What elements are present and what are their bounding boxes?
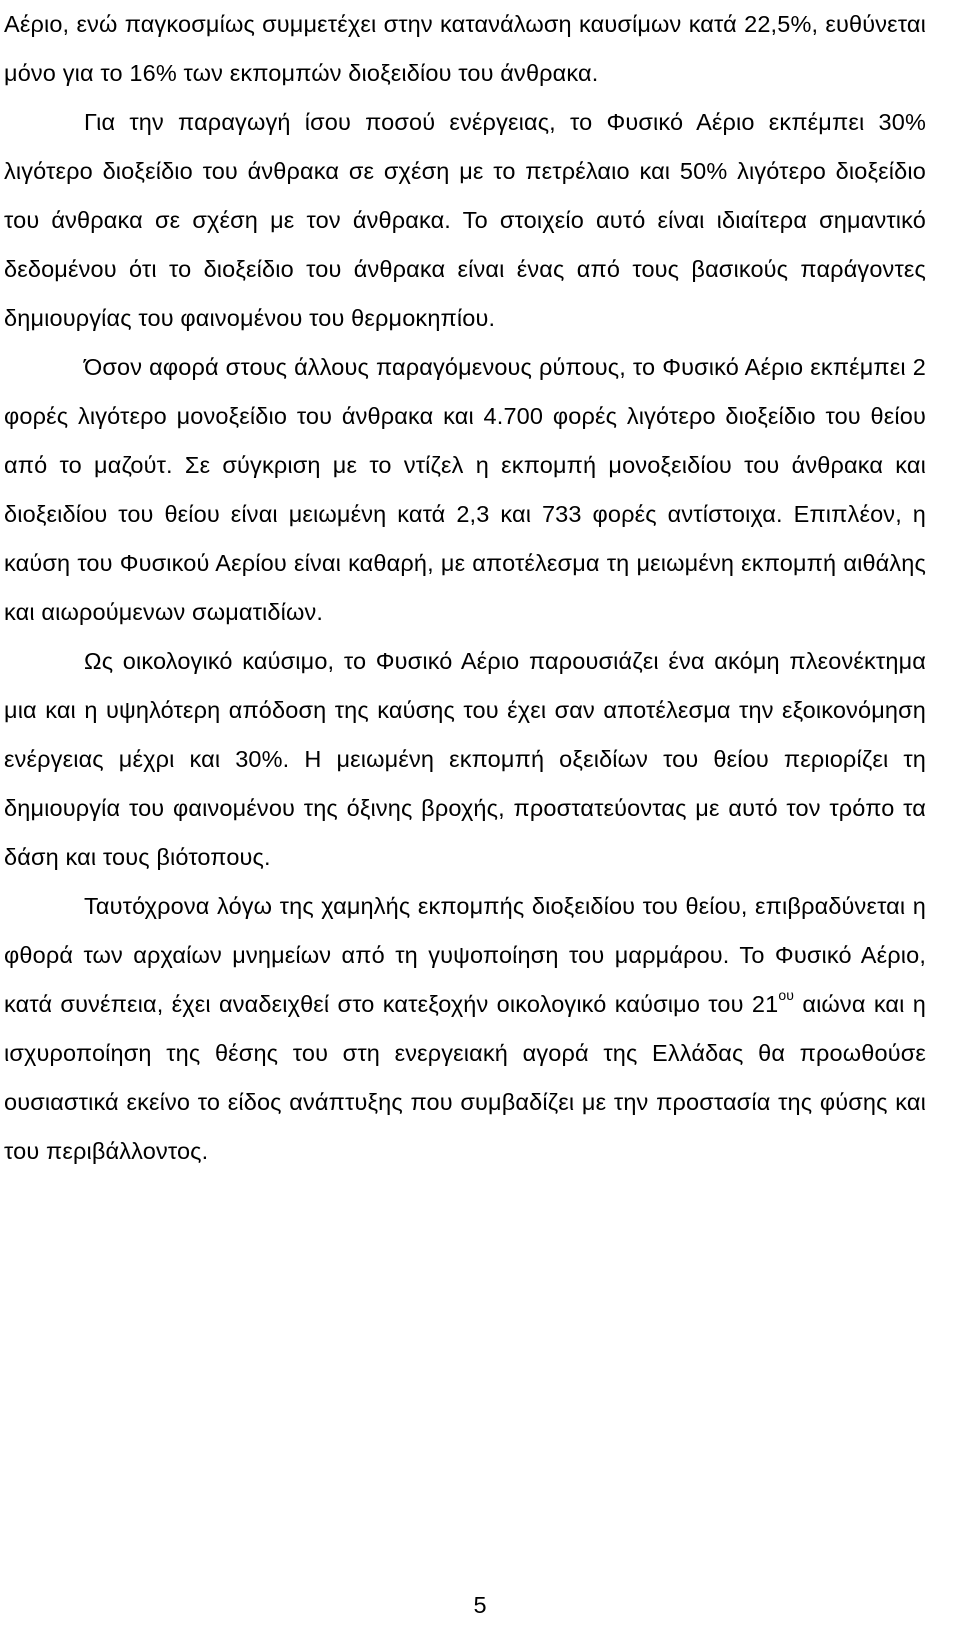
paragraph-monuments <box>4 882 926 1176</box>
page-number: 5 <box>473 1592 487 1618</box>
paragraph-other-pollutants: Όσον αφορά στους άλλους παραγόμενους ρύπους, το Φυσικό Αέριο εκπέμπει 2 φορές λιγότερο μονοξείδιο του άνθρακα και 4.700 φορές λιγότερο διοξείδιο του θείου από το μαζούτ. Σε σύγκριση με το ντίζελ η εκπομπή μονοξειδίου του άνθρακα και διοξειδίου του θείου είναι μειωμένη κατά 2,3 και 733 φορές αντίστοιχα. Επιπλέον, η καύση του Φυσικού Αερίου είναι καθαρή, με αποτέλεσμα τη μειωμένη εκπομπή αιθάλης και αιωρούμενων σωματιδίων. <box>4 354 926 625</box>
paragraph-ecological-fuel: Ως οικολογικό καύσιμο, το Φυσικό Αέριο παρουσιάζει ένα ακόμη πλεονέκτημα μια και η υψηλότερη απόδοση της καύσης του έχει σαν αποτέλεσμα την εξοικονόμηση ενέργειας μέχρι και 30%. Η μειωμένη εκπομπή οξειδίων του θείου περιορίζει τη δημιουργία του φαινομένου της όξινης βροχής, προστατεύοντας με αυτό τον τρόπο τα δάση και τους βιότοπους. <box>4 648 926 870</box>
paragraph-emissions-comparison: Για την παραγωγή ίσου ποσού ενέργειας, το Φυσικό Αέριο εκπέμπει 30% λιγότερο διοξείδιο του άνθρακα σε σχέση με το πετρέλαιο και 50% λιγότερο διοξείδιο του άνθρακα σε σχέση με τον άνθρακα. Το στοιχείο αυτό είναι ιδιαίτερα σημαντικό δεδομένου ότι το διοξείδιο του άνθρακα είναι ένας από τους βασικούς παράγοντες δημιουργίας του φαινομένου του θερμοκηπίου. <box>4 109 926 331</box>
paragraph-continuation: Αέριο, ενώ παγκοσμίως συμμετέχει στην κατανάλωση καυσίμων κατά 22,5%, ευθύνεται μόνο για το 16% των εκπομπών διοξειδίου του άνθρακα. <box>4 11 926 86</box>
document-body <box>4 0 926 1176</box>
superscript-ordinal: ου <box>778 987 795 1003</box>
paragraph-monuments-text-start: Ταυτόχρονα λόγω της χαμηλής εκπομπής διοξειδίου του θείου, επιβραδύνεται η φθορά των αρχαίων μνημείων από τη γυψοποίηση του μαρμάρου. Το Φυσικό Αέριο, κατά συνέπεια, έχει αναδειχθεί στο κατεξοχήν οικολογικό καύσιμο του 21 <box>4 893 926 1017</box>
paragraph-monuments-text-end: αιώνα και η ισχυροποίηση της θέσης του στη ενεργειακή αγορά της Ελλάδας θα προωθούσε ουσιαστικά εκείνο το είδος ανάπτυξης που συμβαδίζει με την προστασία της φύσης και του περιβάλλοντος. <box>4 991 927 1164</box>
